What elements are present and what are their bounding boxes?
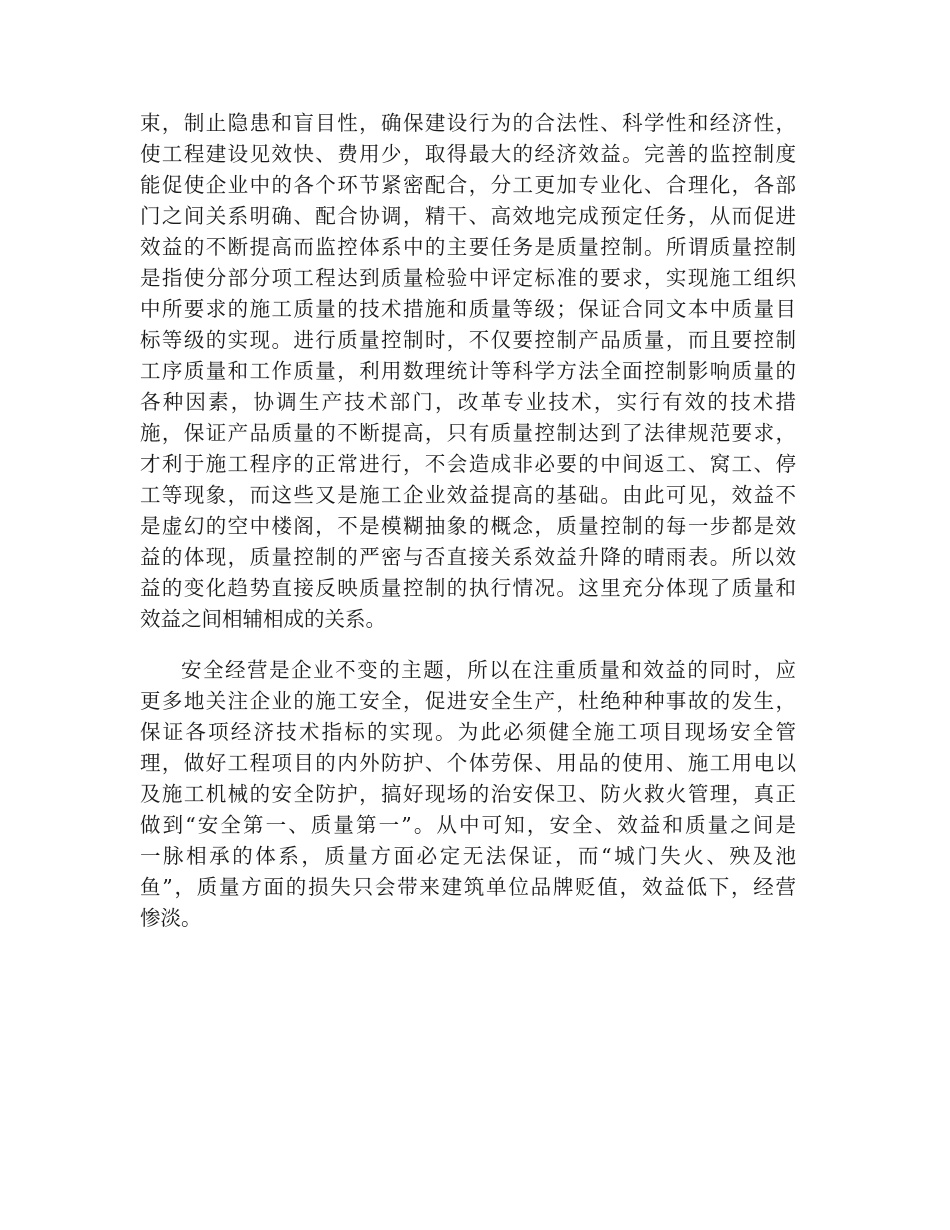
text-line: 更多地关注企业的施工安全，促进安全生产，杜绝种种事故的发生， [140,689,796,713]
text-line: 才利于施工程序的正常进行，不会造成非必要的中间返工、窝工、停 [140,452,796,476]
text-line: 惨淡。 [140,906,202,930]
text-line: 施，保证产品质量的不断提高，只有质量控制达到了法律规范要求， [140,421,796,445]
text-line: 工序质量和工作质量，利用数理统计等科学方法全面控制影响质量的 [140,359,796,383]
text-line: 中所要求的施工质量的技术措施和质量等级；保证合同文本中质量目 [140,297,796,321]
text-line: 益的变化趋势直接反映质量控制的执行情况。这里充分体现了质量和 [140,576,796,600]
paragraph-safety-operation [140,655,796,934]
text-line: 能促使企业中的各个环节紧密配合，分工更加专业化、合理化，各部 [140,173,796,197]
text-line: 益的体现，质量控制的严密与否直接关系效益升降的晴雨表。所以效 [140,545,796,569]
text-line: 鱼”，质量方面的损失只会带来建筑单位品牌贬值，效益低下，经营 [140,875,796,899]
text-line: 工等现象，而这些又是施工企业效益提高的基础。由此可见，效益不 [140,483,796,507]
text-line: 各种因素，协调生产技术部门，改革专业技术，实行有效的技术措 [140,390,796,414]
text-line: 标等级的实现。进行质量控制时，不仅要控制产品质量，而且要控制 [140,328,796,352]
text-line: 一脉相承的体系，质量方面必定无法保证，而“城门失火、殃及池 [140,844,796,868]
text-line: 效益之间相辅相成的关系。 [140,607,386,631]
text-line: 安全经营是企业不变的主题，所以在注重质量和效益的同时，应 [181,658,796,682]
text-line: 理，做好工程项目的内外防护、个体劳保、用品的使用、施工用电以 [140,751,796,775]
text-line: 做到“安全第一、质量第一”。从中可知，安全、效益和质量之间是 [140,813,796,837]
document-body [140,108,796,934]
text-line: 是指使分部分项工程达到质量检验中评定标准的要求，实现施工组织 [140,266,796,290]
paragraph-quality-control [140,108,796,635]
text-line: 及施工机械的安全防护，搞好现场的治安保卫、防火救火管理，真正 [140,782,796,806]
text-line: 是虚幻的空中楼阁，不是模糊抽象的概念，质量控制的每一步都是效 [140,514,796,538]
text-line: 门之间关系明确、配合协调，精干、高效地完成预定任务，从而促进 [140,204,796,228]
text-line: 使工程建设见效快、费用少，取得最大的经济效益。完善的监控制度 [140,142,796,166]
text-line: 束，制止隐患和盲目性，确保建设行为的合法性、科学性和经济性， [140,111,796,135]
text-line: 效益的不断提高而监控体系中的主要任务是质量控制。所谓质量控制 [140,235,796,259]
text-line: 保证各项经济技术指标的实现。为此必须健全施工项目现场安全管 [140,720,796,744]
